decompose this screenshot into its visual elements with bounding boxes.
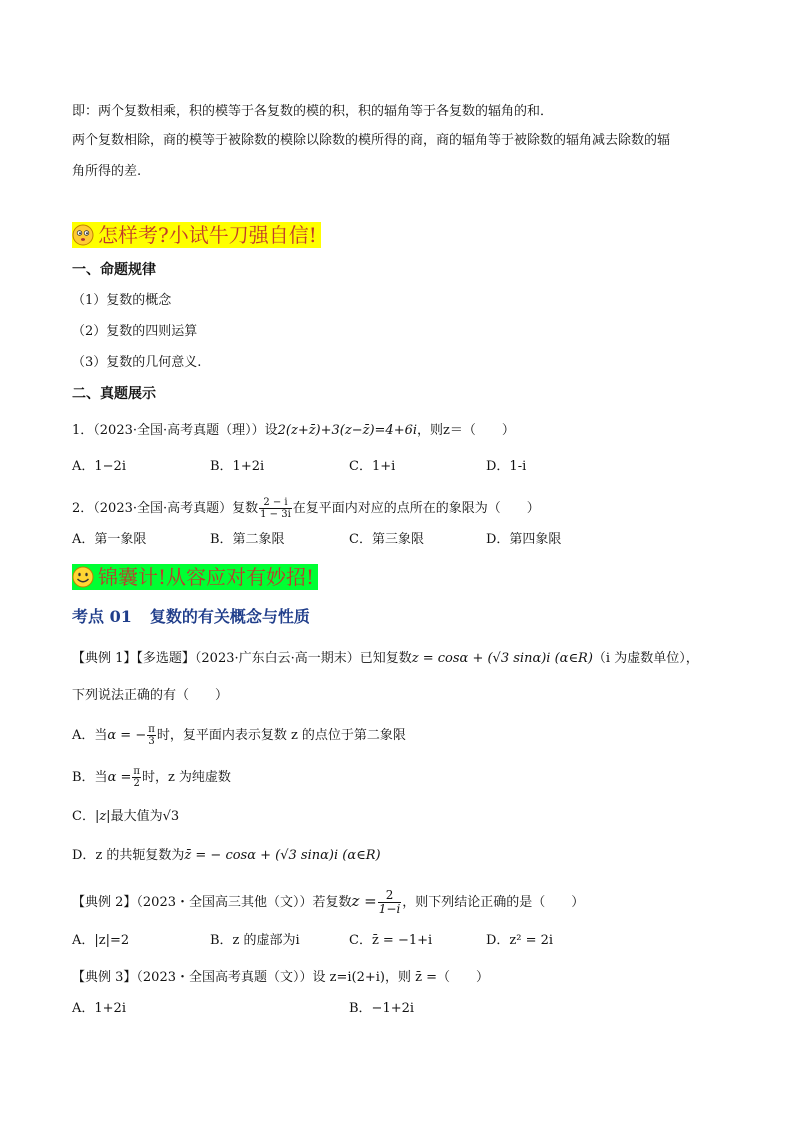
option-a-fraction — [147, 724, 156, 747]
option-a-post: 时，复平面内表示复数 z 的点位于第二象限 — [156, 728, 406, 743]
fraction-denominator: 1−i — [378, 902, 401, 916]
question-1-suffix: ，则z＝（ ） — [417, 423, 515, 438]
banner-tips — [72, 564, 318, 590]
example-2-option-b: B．z 的虚部为i — [210, 933, 300, 948]
option-d-pre: D． — [72, 848, 96, 863]
option-d-mid: z 的共轭复数为 — [95, 848, 185, 863]
question-1-option-b: B．1+2i — [210, 459, 265, 474]
option-b-pre: B．当 — [72, 770, 108, 785]
option-a-alpha: α = − — [107, 728, 147, 743]
example-2-option-a: A．|z|=2 — [72, 933, 130, 948]
example-2 — [72, 889, 584, 916]
list-item: （3）复数的几何意义. — [72, 355, 202, 370]
fraction-numerator: π — [133, 766, 140, 777]
example-2-suffix: ，则下列结论正确的是（ ） — [402, 895, 585, 910]
paragraph-multiply: 即：两个复数相乘，积的模等于各复数的模的积，积的辐角等于各复数的辐角的和． — [72, 104, 554, 119]
question-1-prefix: 1．（2023·全国·高考真题（理））设 — [72, 423, 278, 438]
example-1-option-a — [72, 724, 406, 747]
option-c-post: 最大值为 — [110, 809, 163, 824]
example-2-z-eq: z = — [351, 892, 377, 910]
thinking-face-icon — [72, 224, 94, 246]
example-1 — [72, 651, 699, 667]
fraction-numerator: 2 − i — [259, 497, 292, 509]
option-c-abs: |z| — [94, 809, 111, 824]
option-b-post: 时，z 为纯虚数 — [141, 770, 231, 785]
option-c-value: √3 — [162, 809, 180, 824]
fraction-denominator: 1 − 3i — [260, 509, 291, 520]
question-2-suffix: 在复平面内对应的点所在的象限为（ ） — [292, 501, 540, 516]
fraction-denominator: 2 — [133, 778, 140, 789]
fraction-denominator: 3 — [148, 736, 155, 747]
example-1-expr: z = cosα + (√3 sinα)i (α∈R) — [411, 651, 593, 666]
question-2-prefix: 2．（2023·全国·高考真题）复数 — [72, 501, 259, 516]
kaodian-heading — [72, 609, 310, 625]
question-1-option-c: C．1+i — [349, 459, 396, 474]
example-1-suffix: （i 为虚数单位）， — [592, 651, 699, 666]
option-b-alpha: α = — [107, 770, 132, 785]
option-a-pre: A．当 — [72, 728, 108, 743]
example-2-prefix: 【典例 2】（2023・全国高三其他（文））若复数 — [72, 895, 352, 910]
question-2-option-d: D．第四象限 — [486, 532, 562, 547]
example-3-option-b: B．−1+2i — [349, 1001, 415, 1016]
option-b-fraction — [132, 766, 141, 789]
example-1-prefix: 【典例 1】【多选题】（2023·广东白云·高一期末）已知复数 — [72, 651, 412, 666]
example-1-option-c — [72, 809, 179, 825]
paragraph-divide-cont: 角所得的差. — [72, 164, 142, 179]
question-2-option-a: A．第一象限 — [72, 532, 147, 547]
question-2 — [72, 497, 540, 520]
kaodian-label: 考点 01 — [72, 607, 132, 626]
option-d-expr: z̄ = − cosα + (√3 sinα)i (α∈R) — [184, 848, 381, 863]
question-2-option-b: B．第二象限 — [210, 532, 285, 547]
question-1-option-d: D．1-i — [486, 459, 527, 474]
question-2-fraction — [259, 497, 292, 520]
list-item: （2）复数的四则运算 — [72, 324, 198, 339]
paragraph-divide: 两个复数相除，商的模等于被除数的模除以除数的模所得的商，商的辐角等于被除数的辐角减去除数的辐 — [72, 133, 671, 148]
section-title-pattern: 一、命题规律 — [72, 262, 156, 278]
banner-how-tested — [72, 222, 321, 248]
example-3-option-a: A．1+2i — [72, 1001, 126, 1016]
smiley-face-icon — [72, 566, 94, 588]
question-1-expr: 2(z+z̄)+3(z−z̄)=4+6i — [277, 423, 418, 438]
option-c-pre: C． — [72, 809, 95, 824]
question-1-option-a: A．1−2i — [72, 459, 126, 474]
kaodian-title: 复数的有关概念与性质 — [149, 607, 310, 626]
section-title-real-questions: 二、真题展示 — [72, 386, 156, 402]
banner-tips-text: 锦囊计!从容应对有妙招! — [98, 565, 315, 589]
example-1-question: 下列说法正确的有（ ） — [72, 688, 229, 703]
example-2-fraction — [378, 889, 402, 916]
list-item: （1）复数的概念 — [72, 293, 172, 308]
example-3: 【典例 3】（2023・全国高考真题（文））设 z=i(2+i)，则 z̄ =（ ） — [72, 970, 489, 985]
example-2-option-d: D．z² = 2i — [486, 933, 554, 948]
example-1-option-b — [72, 766, 231, 789]
fraction-numerator: 2 — [378, 889, 402, 903]
banner-how-tested-text: 怎样考?小试牛刀强自信! — [98, 223, 317, 247]
example-1-option-d — [72, 848, 381, 864]
example-2-option-c: C．z̄ = −1+i — [349, 933, 433, 948]
question-1 — [72, 423, 515, 439]
question-2-option-c: C．第三象限 — [349, 532, 424, 547]
fraction-numerator: π — [148, 724, 155, 735]
